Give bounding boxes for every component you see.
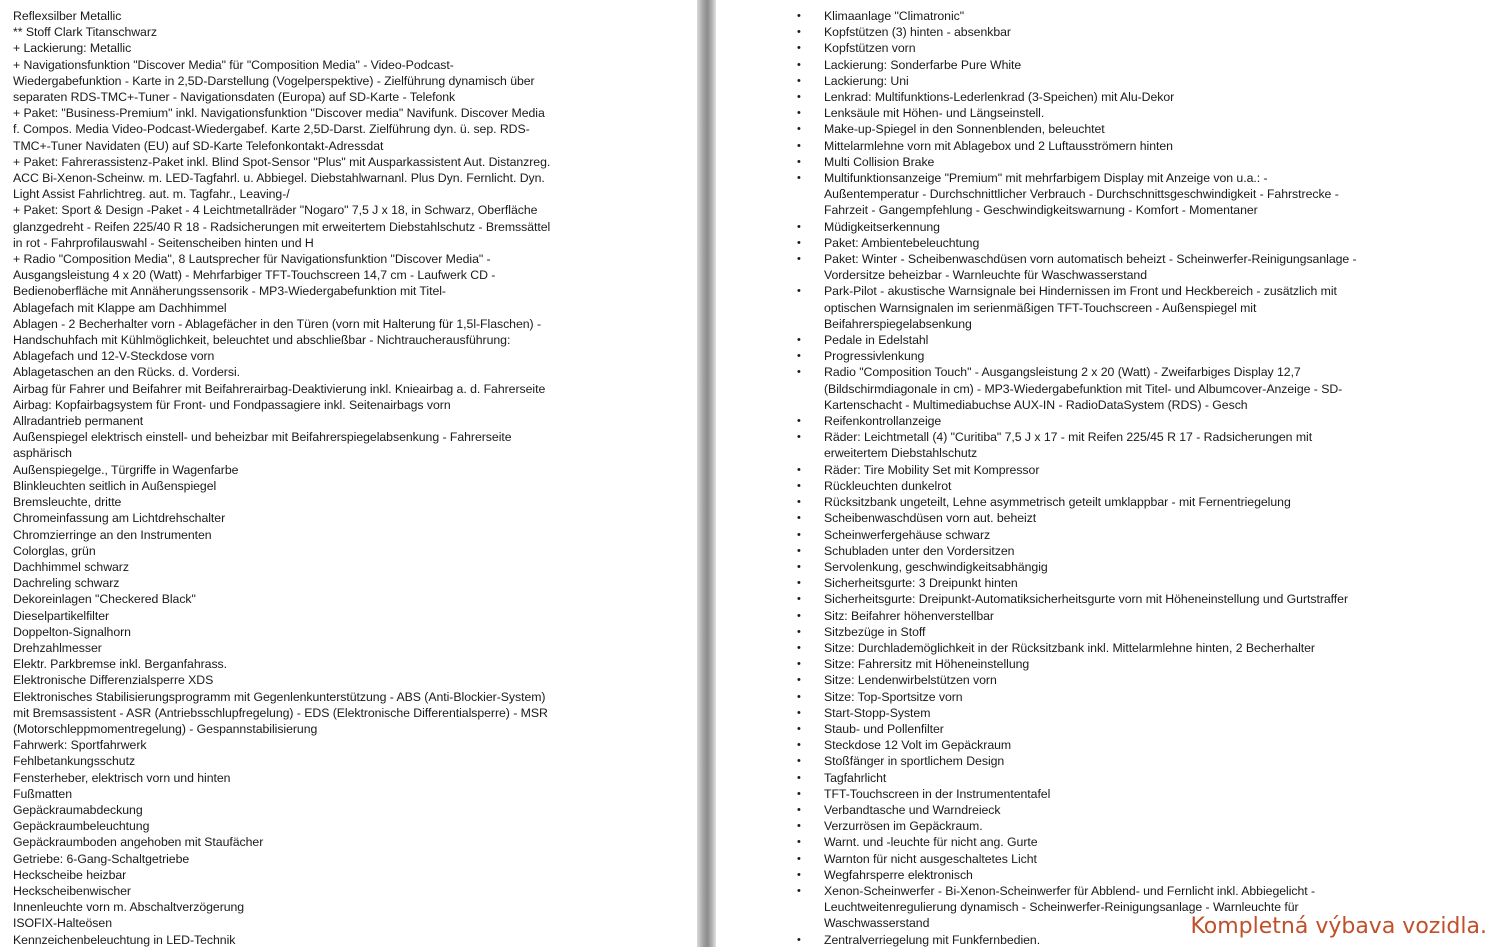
list-item-line: Lenkrad: Multifunktions-Lederlenkrad (3-Speichen) mit Alu-Dekor <box>824 90 1175 105</box>
left-text-line: ISOFIX-Halteösen <box>13 916 112 931</box>
list-item-line: Kopfstützen vorn <box>824 41 916 56</box>
list-item-line: Pedale in Edelstahl <box>824 333 929 348</box>
list-item-line: Schubladen unter den Vordersitzen <box>824 543 1015 558</box>
left-text-line: Elektronische Differenzialsperre XDS <box>13 673 214 688</box>
left-text-line: Ablagefach und 12-V-Steckdose vorn <box>13 349 215 364</box>
bullet-icon: • <box>797 625 801 638</box>
list-item-line: Müdigkeitserkennung <box>824 219 940 234</box>
list-item <box>797 170 1464 219</box>
list-item-line: Klimaanlage "Climatronic" <box>824 9 965 23</box>
list-item <box>797 57 1464 73</box>
list-item-text <box>804 219 1464 235</box>
list-item-line: Außentemperatur - Durchschnittlicher Verbrauch - Durchschnittsgeschwindigkeit - Fahrstrecke - <box>824 187 1339 202</box>
bullet-icon: • <box>797 512 801 525</box>
left-text-line: Blinkleuchten seitlich in Außenspiegel <box>13 478 217 493</box>
bullet-icon: • <box>797 123 801 136</box>
list-item-text <box>804 283 1464 332</box>
left-text-line: + Radio "Composition Media", 8 Lautsprecher für Navigationsfunktion "Discover Media" - <box>13 252 491 267</box>
left-text-line: Heckscheibe heizbar <box>13 867 127 882</box>
left-text-line: ACC Bi-Xenon-Scheinw. m. LED-Tagfahrl. u. Abbiegel. Diebstahlwarnanl. Plus Dyn. Fernlicht. Dyn. <box>13 171 545 186</box>
bullet-icon: • <box>797 463 801 476</box>
left-text-line: Doppelton-Signalhorn <box>13 624 131 639</box>
list-item <box>797 429 1464 461</box>
list-item <box>797 737 1464 753</box>
list-item-line: Sitze: Lendenwirbelstützen vorn <box>824 673 997 688</box>
list-item-line: Verbandtasche und Warndreieck <box>824 802 1001 817</box>
list-item-text <box>804 121 1464 137</box>
left-text-line: ** Stoff Clark Titanschwarz <box>13 25 157 40</box>
list-item <box>797 89 1464 105</box>
list-item-line: Scheibenwaschdüsen vorn aut. beheizt <box>824 511 1037 526</box>
list-item <box>797 527 1464 543</box>
list-item-text <box>804 154 1464 170</box>
left-text-line: Heckscheibenwischer <box>13 883 131 898</box>
bullet-icon: • <box>797 172 801 185</box>
bullet-icon: • <box>797 479 801 492</box>
list-item-text <box>804 57 1464 73</box>
list-item-text <box>804 786 1464 802</box>
left-text-line: Gepäckraumabdeckung <box>13 802 143 817</box>
list-item-text <box>804 89 1464 105</box>
list-item <box>797 24 1464 40</box>
list-item-text <box>804 8 1464 24</box>
bullet-icon: • <box>797 334 801 347</box>
list-item-text <box>804 478 1464 494</box>
list-item-line: Kartenschacht - Multimediabuchse AUX-IN - RadioDataSystem (RDS) - Gesch <box>824 397 1248 412</box>
list-item-text <box>804 737 1464 753</box>
left-text-line: Elektr. Parkbremse inkl. Berganfahrass. <box>13 657 228 672</box>
list-item-text <box>804 591 1464 607</box>
bullet-icon: • <box>797 706 801 719</box>
list-item-line: Fahrzeit - Gangempfehlung - Geschwindigkeitswarnung - Komfort - Momentaner <box>824 203 1258 218</box>
left-text-line: TMC+-Tuner Navidaten (EU) auf SD-Karte Telefonkontakt-Adressdat <box>13 138 384 153</box>
bullet-icon: • <box>797 431 801 444</box>
left-text-line: f. Compos. Media Video-Podcast-Wiedergabef. Karte 2,5D-Darst. Zielführung dyn. ü. sep. RDS- <box>13 122 530 137</box>
list-item-line: Vordersitze beheizbar - Warnleuchte für Waschwasserstand <box>824 268 1147 283</box>
bullet-icon: • <box>797 658 801 671</box>
left-text-line: Getriebe: 6-Gang-Schaltgetriebe <box>13 851 190 866</box>
bullet-icon: • <box>797 236 801 249</box>
left-text-line: + Navigationsfunktion "Discover Media" für "Composition Media" - Video-Podcast- <box>13 57 454 72</box>
bullet-icon: • <box>797 836 801 849</box>
list-item-text <box>804 543 1464 559</box>
left-text-line: Elektronisches Stabilisierungsprogramm mit Gegenlenkunterstützung - ABS (Anti-Blockier-System) <box>13 689 546 704</box>
list-item <box>797 591 1464 607</box>
list-item-line: Beifahrerspiegelabsenkung <box>824 316 972 331</box>
bullet-icon: • <box>797 722 801 735</box>
left-text-line: Light Assist Fahrlichtreg. aut. m. Tagfahr., Leaving-/ <box>13 187 290 202</box>
list-item <box>797 608 1464 624</box>
list-item <box>797 770 1464 786</box>
list-item-text <box>804 705 1464 721</box>
list-item-text <box>804 494 1464 510</box>
list-item <box>797 138 1464 154</box>
list-item-text <box>804 364 1464 413</box>
list-item <box>797 510 1464 526</box>
list-item-text <box>804 834 1464 850</box>
list-item-text <box>804 559 1464 575</box>
left-text-line: Dekoreinlagen "Checkered Black" <box>13 592 196 607</box>
bullet-icon: • <box>797 771 801 784</box>
list-item-text <box>804 851 1464 867</box>
list-item-line: Räder: Tire Mobility Set mit Kompressor <box>824 462 1040 477</box>
left-text-line: Chromzierringe an den Instrumenten <box>13 527 212 542</box>
left-text-line: Gepäckraumbeleuchtung <box>13 819 150 834</box>
bullet-icon: • <box>797 10 801 22</box>
list-item-line: Waschwasserstand <box>824 916 930 931</box>
list-item <box>797 494 1464 510</box>
bullet-icon: • <box>797 285 801 298</box>
bullet-icon: • <box>797 107 801 120</box>
list-item-text <box>804 867 1464 883</box>
bullet-icon: • <box>797 58 801 71</box>
list-item-text <box>804 656 1464 672</box>
bullet-icon: • <box>797 220 801 233</box>
list-item-text <box>804 138 1464 154</box>
left-text-line: Ablagetaschen an den Rücks. d. Vordersi. <box>13 365 240 380</box>
list-item-line: Leuchtweitenregulierung dynamisch - Scheinwerfer-Reinigungsanlage - Warnleuchte für <box>824 900 1299 915</box>
list-item-line: Wegfahrsperre elektronisch <box>824 867 973 882</box>
list-item-text <box>804 332 1464 348</box>
list-item-text <box>804 24 1464 40</box>
list-item-line: Warnt. und -leuchte für nicht ang. Gurte <box>824 835 1038 850</box>
list-item <box>797 462 1464 478</box>
list-item-line: Multifunktionsanzeige "Premium" mit mehrfarbigem Display mit Anzeige von u.a.: - <box>824 171 1268 186</box>
bullet-icon: • <box>797 577 801 590</box>
bullet-icon: • <box>797 155 801 168</box>
list-item-line: Rücksitzbank ungeteilt, Lehne asymmetrisch geteilt umklappbar - mit Fernentriegelung <box>824 495 1291 510</box>
list-item-line: Scheinwerfergehäuse schwarz <box>824 527 991 542</box>
list-item <box>797 689 1464 705</box>
bullet-icon: • <box>797 26 801 39</box>
list-item <box>797 834 1464 850</box>
list-item <box>797 851 1464 867</box>
left-text-line: Ausgangsleistung 4 x 20 (Watt) - Mehrfarbiger TFT-Touchscreen 14,7 cm - Laufwerk CD - <box>13 268 496 283</box>
list-item-line: Paket: Winter - Scheibenwaschdüsen vorn automatisch beheizt - Scheinwerfer-Reinigungsanlage - <box>824 252 1357 267</box>
list-item <box>797 413 1464 429</box>
list-item-line: TFT-Touchscreen in der Instrumententafel <box>824 786 1051 801</box>
left-text-line: Colorglas, grün <box>13 543 96 558</box>
list-item <box>797 656 1464 672</box>
list-item-text <box>804 640 1464 656</box>
list-item <box>797 786 1464 802</box>
list-item-line: Steckdose 12 Volt im Gepäckraum <box>824 738 1012 753</box>
left-text-line: Innenleuchte vorn m. Abschaltverzögerung <box>13 900 245 915</box>
list-item-line: Lackierung: Sonderfarbe Pure White <box>824 57 1022 72</box>
list-item <box>797 121 1464 137</box>
list-item-text <box>804 462 1464 478</box>
footer-note: Kompletná výbava vozidla. <box>1190 914 1487 939</box>
list-item-line: Zentralverriegelung mit Funkfernbedien. <box>824 932 1041 947</box>
left-text-line: Fehlbetankungsschutz <box>13 754 136 769</box>
bullet-icon: • <box>797 674 801 687</box>
left-text-line: (Motorschleppmomentregelung) - Gespannstabilisierung <box>13 721 318 736</box>
list-item <box>797 40 1464 56</box>
left-text-line: Gepäckraumboden angehoben mit Staufächer <box>13 835 264 850</box>
list-item-text <box>804 510 1464 526</box>
list-item <box>797 235 1464 251</box>
list-item-line: optischen Warnsignalen im serienmäßigen TFT-Touchscreen - Außenspiegel mit <box>824 300 1257 315</box>
list-item-text <box>804 348 1464 364</box>
list-item-line: Sitzbezüge in Stoff <box>824 624 926 639</box>
list-item-line: Warnton für nicht ausgeschaltetes Licht <box>824 851 1037 866</box>
bullet-icon: • <box>797 139 801 152</box>
bullet-icon: • <box>797 91 801 104</box>
left-text-line: Ablagefach mit Klappe am Dachhimmel <box>13 300 227 315</box>
right-bullet-list <box>797 8 1464 948</box>
left-text-line: Dachreling schwarz <box>13 576 120 591</box>
bullet-icon: • <box>797 609 801 622</box>
left-text-line: Außenspiegelge., Türgriffe in Wagenfarbe <box>13 462 239 477</box>
list-item <box>797 154 1464 170</box>
left-text-line: glanzgedreht - Reifen 225/40 R 18 - Radsicherungen mit erweitertem Diebstahlschutz - Bremssättel <box>13 219 551 234</box>
bullet-icon: • <box>797 74 801 87</box>
list-item-line: Sitze: Fahrersitz mit Höheneinstellung <box>824 657 1030 672</box>
list-item-line: Park-Pilot - akustische Warnsignale bei Hindernissen im Front und Heckbereich - zusätzlich mit <box>824 284 1337 299</box>
bullet-icon: • <box>797 803 801 816</box>
bullet-icon: • <box>797 528 801 541</box>
bullet-icon: • <box>797 253 801 266</box>
list-item <box>797 8 1464 24</box>
list-item <box>797 219 1464 235</box>
left-text-line: Dachhimmel schwarz <box>13 559 129 574</box>
list-item-text <box>804 672 1464 688</box>
list-item-line: Radio "Composition Touch" - Ausgangsleistung 2 x 20 (Watt) - Zweifarbiges Display 12,7 <box>824 365 1301 380</box>
list-item-text <box>804 818 1464 834</box>
bullet-icon: • <box>797 560 801 573</box>
list-item-line: Sitze: Top-Sportsitze vorn <box>824 689 963 704</box>
list-item-text <box>804 251 1464 283</box>
list-item-line: Tagfahrlicht <box>824 770 887 785</box>
left-text-line: Handschuhfach mit Kühlmöglichkeit, beleuchtet und abschließbar - Nichtraucherausführung: <box>13 333 511 348</box>
left-text-line: Bedienoberfläche mit Annäherungssensorik - MP3-Wiedergabefunktion mit Titel- <box>13 284 446 299</box>
list-item-line: erweitertem Diebstahlschutz <box>824 446 978 461</box>
bullet-icon: • <box>797 787 801 800</box>
list-item-line: Paket: Ambientebeleuchtung <box>824 235 980 250</box>
bullet-icon: • <box>797 820 801 833</box>
bullet-icon: • <box>797 496 801 509</box>
left-text-line: Fahrwerk: Sportfahrwerk <box>13 738 147 753</box>
list-item-line: Progressivlenkung <box>824 349 925 364</box>
bullet-icon: • <box>797 852 801 865</box>
left-text-line: mit Bremsassistent - ASR (Antriebsschlupfregelung) - EDS (Elektronische Differentialsperre) - MSR <box>13 705 548 720</box>
list-item-text <box>804 413 1464 429</box>
list-item-text <box>804 575 1464 591</box>
list-item-line: Sicherheitsgurte: 3 Dreipunkt hinten <box>824 576 1018 591</box>
left-text-line: Wiedergabefunktion - Karte in 2,5D-Darstellung (Vogelperspektive) - Zielführung dynamisch über <box>13 73 535 88</box>
list-item <box>797 672 1464 688</box>
left-text-line: Chromeinfassung am Lichtdrehschalter <box>13 511 226 526</box>
page-gutter <box>697 0 716 947</box>
left-text-line: Airbag für Fahrer und Beifahrer mit Beifahrerairbag-Deaktivierung inkl. Knieairbag a. d. Fahrerseite <box>13 381 546 396</box>
list-item <box>797 543 1464 559</box>
list-item-text <box>804 73 1464 89</box>
left-text-line: Allradantrieb permanent <box>13 414 144 429</box>
left-text-line: Reflexsilber Metallic <box>13 9 122 23</box>
list-item-line: Verzurrösen im Gepäckraum. <box>824 819 983 834</box>
list-item-line: Multi Collision Brake <box>824 154 935 169</box>
bullet-icon: • <box>797 884 801 897</box>
list-item-line: Reifenkontrollanzeige <box>824 414 942 429</box>
list-item <box>797 478 1464 494</box>
list-item-text <box>804 170 1464 219</box>
left-text-line: Kennzeichenbeleuchtung in LED-Technik <box>13 932 236 947</box>
list-item <box>797 559 1464 575</box>
list-item <box>797 575 1464 591</box>
bullet-icon: • <box>797 366 801 379</box>
list-item-line: Rückleuchten dunkelrot <box>824 478 952 493</box>
list-item-text <box>804 753 1464 769</box>
bullet-icon: • <box>797 933 801 946</box>
list-item <box>797 640 1464 656</box>
list-item-line: Räder: Leichtmetall (4) "Curitiba" 7,5 J x 17 - mit Reifen 225/45 R 17 - Radsicherungen mit <box>824 430 1313 445</box>
left-text-line: Airbag: Kopfairbagsystem für Front- und Fondpassagiere inkl. Seitenairbags vorn <box>13 397 451 412</box>
left-text-line: Ablagen - 2 Becherhalter vorn - Ablagefächer in den Türen (vorn mit Halterung für 1,5l-Flaschen) - <box>13 316 542 331</box>
left-text-line: Bremsleuchte, dritte <box>13 495 122 510</box>
list-item <box>797 753 1464 769</box>
bullet-icon: • <box>797 755 801 768</box>
list-item-line: (Bildschirmdiagonale in cm) - MP3-Wiedergabefunktion mit Titel- und Albumcover-Anzeige - SD- <box>824 381 1343 396</box>
list-item <box>797 348 1464 364</box>
list-item-line: Lenksäule mit Höhen- und Längseinstell. <box>824 106 1045 121</box>
list-item-line: Kopfstützen (3) hinten - absenkbar <box>824 25 1011 40</box>
bullet-icon: • <box>797 544 801 557</box>
list-item-line: Sitze: Durchlademöglichkeit in der Rücksitzbank inkl. Mittelarmlehne hinten, 2 Becherhalter <box>824 640 1315 655</box>
bullet-icon: • <box>797 42 801 55</box>
bullet-icon: • <box>797 593 801 606</box>
list-item-line: Lackierung: Uni <box>824 73 909 88</box>
bullet-icon: • <box>797 690 801 703</box>
left-text-line: Außenspiegel elektrisch einstell- und beheizbar mit Beifahrerspiegelabsenkung - Fahrerseite <box>13 430 512 445</box>
left-text-column <box>13 8 685 948</box>
list-item <box>797 283 1464 332</box>
list-item-text <box>804 429 1464 461</box>
left-text-line: + Lackierung: Metallic <box>13 41 132 56</box>
left-text-line: separaten RDS-TMC+-Tuner - Navigationsdaten (Europa) auf SD-Karte - Telefonk <box>13 90 456 105</box>
list-item-line: Sicherheitsgurte: Dreipunkt-Automatiksicherheitsgurte vorn mit Höheneinstellung und Gurtstraffer <box>824 592 1348 607</box>
list-item-text <box>804 105 1464 121</box>
list-item <box>797 364 1464 413</box>
left-text-line: Fußmatten <box>13 786 73 801</box>
list-item-text <box>804 721 1464 737</box>
list-item <box>797 705 1464 721</box>
list-item-text <box>804 608 1464 624</box>
left-text-line: + Paket: Sport & Design -Paket - 4 Leichtmetallräder "Nogaro" 7,5 J x 18, in Schwarz, Oberfläche <box>13 203 538 218</box>
list-item-text <box>804 802 1464 818</box>
list-item <box>797 818 1464 834</box>
list-item-line: Make-up-Spiegel in den Sonnenblenden, beleuchtet <box>824 122 1105 137</box>
list-item <box>797 332 1464 348</box>
left-text-line: Fensterheber, elektrisch vorn und hinten <box>13 770 231 785</box>
list-item-line: Xenon-Scheinwerfer - Bi-Xenon-Scheinwerfer für Abblend- und Fernlicht inkl. Abbiegelicht - <box>824 883 1316 898</box>
list-item-text <box>804 770 1464 786</box>
list-item <box>797 105 1464 121</box>
list-item <box>797 73 1464 89</box>
bullet-icon: • <box>797 641 801 654</box>
left-page <box>0 0 697 947</box>
list-item <box>797 721 1464 737</box>
list-item-text <box>804 689 1464 705</box>
list-item-text <box>804 235 1464 251</box>
list-item-line: Start-Stopp-System <box>824 705 931 720</box>
left-text-line: asphärisch <box>13 446 72 461</box>
left-text-line: + Paket: Fahrerassistenz-Paket inkl. Blind Spot-Sensor "Plus" mit Ausparkassistent Aut. Distanzreg. <box>13 154 551 169</box>
bullet-icon: • <box>797 868 801 881</box>
list-item <box>797 251 1464 283</box>
list-item-text <box>804 527 1464 543</box>
list-item-line: Staub- und Pollenfilter <box>824 721 944 736</box>
list-item-text <box>804 40 1464 56</box>
left-text-line: Drehzahlmesser <box>13 640 102 655</box>
list-item <box>797 802 1464 818</box>
list-item-line: Mittelarmlehne vorn mit Ablagebox und 2 Luftausströmern hinten <box>824 138 1173 153</box>
list-item-line: Sitz: Beifahrer höhenverstellbar <box>824 608 994 623</box>
list-item <box>797 867 1464 883</box>
list-item <box>797 624 1464 640</box>
list-item-line: Stoßfänger in sportlichem Design <box>824 754 1005 769</box>
bullet-icon: • <box>797 350 801 363</box>
list-item-line: Servolenkung, geschwindigkeitsabhängig <box>824 559 1048 574</box>
bullet-icon: • <box>797 415 801 428</box>
left-text-line: Dieselpartikelfilter <box>13 608 110 623</box>
bullet-icon: • <box>797 739 801 752</box>
list-item-text <box>804 624 1464 640</box>
left-text-line: + Paket: "Business-Premium" inkl. Navigationsfunktion "Discover media" Navifunk. Discover Media <box>13 106 545 121</box>
left-text-line: in rot - Fahrprofilauswahl - Seitenscheiben hinten und H <box>13 235 314 250</box>
